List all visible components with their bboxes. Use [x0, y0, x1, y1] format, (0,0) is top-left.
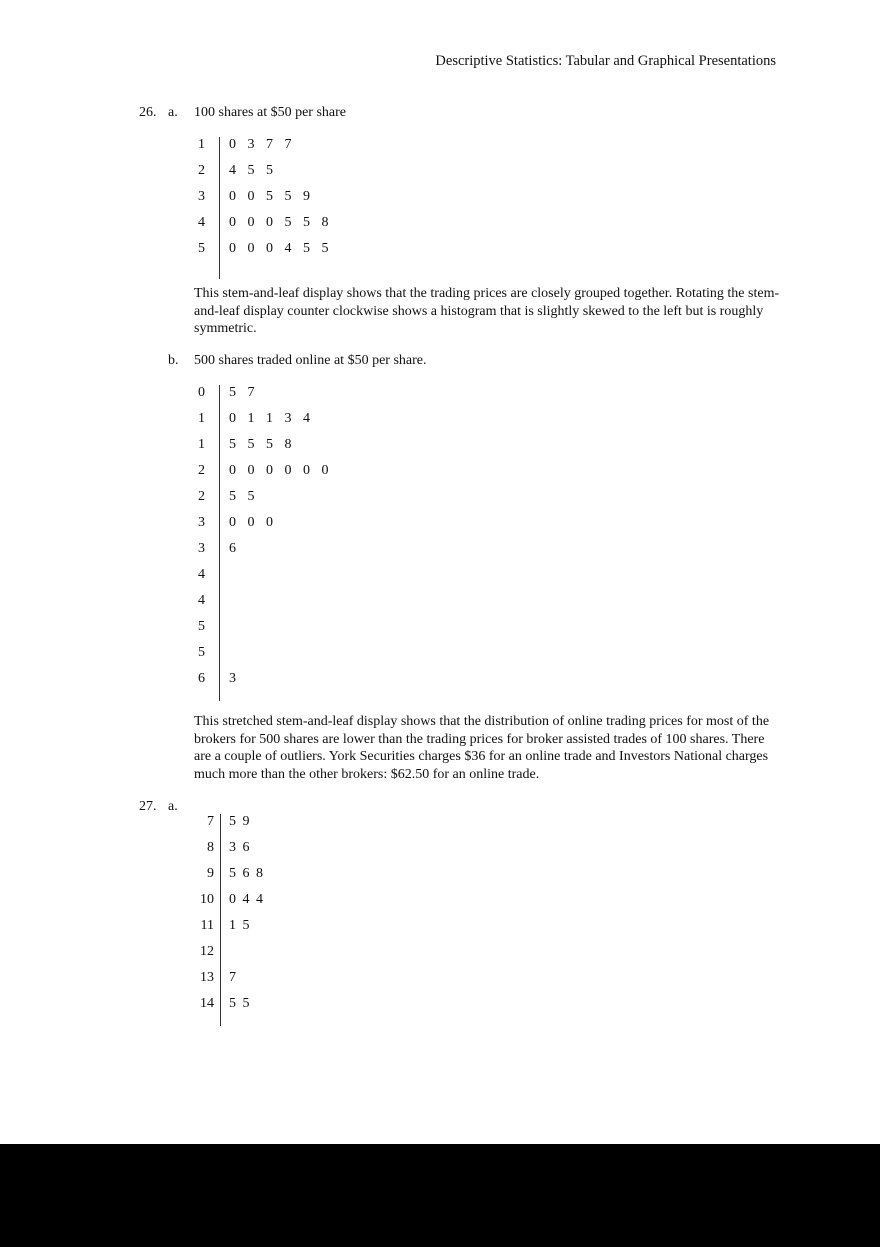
- leaf-value: 5: [303, 241, 310, 256]
- leaf-value: 9: [242, 814, 250, 829]
- leaf-value: 0: [247, 241, 255, 256]
- leaf-value: 5: [229, 866, 236, 881]
- stem-value: 3: [198, 541, 205, 556]
- running-header: Descriptive Statistics: Tabular and Graphical Presentations: [435, 53, 776, 69]
- leaf-value: 5: [266, 163, 273, 178]
- leaf-value: 8: [321, 215, 329, 230]
- leaf-value: 0: [303, 463, 310, 478]
- leaf-value: 5: [266, 437, 273, 452]
- leaf-value: 5: [266, 189, 273, 204]
- leaf-value: 7: [229, 970, 236, 985]
- stem-value: 13: [200, 970, 214, 985]
- stem-value: 9: [207, 866, 214, 881]
- leaf-value: 5: [247, 437, 255, 452]
- problem-26-number: 26.: [139, 105, 157, 120]
- leaf-value: 5: [242, 996, 250, 1011]
- stem-value: 5: [198, 241, 205, 256]
- leaf-value: 0: [266, 515, 273, 530]
- stem-value: 2: [198, 163, 205, 178]
- leaf-value: 4: [256, 892, 263, 907]
- leaf-value: 1: [229, 918, 236, 933]
- leaf-value: 9: [303, 189, 310, 204]
- leaf-value: 5: [284, 189, 292, 204]
- leaf-value: 8: [284, 437, 292, 452]
- problem-26a-explanation: This stem-and-leaf display shows that the trading prices are closely grouped together. Rotating the stem-and-leaf display counter clockwise shows a histogram that is slightly skewed to the left but is roughly symmetric.: [194, 286, 780, 336]
- leaf-value: 0: [229, 411, 236, 426]
- leaf-value: 0: [229, 463, 236, 478]
- leaf-value: 0: [229, 215, 236, 230]
- leaf-value: 0: [229, 189, 236, 204]
- stem-value: 1: [198, 411, 205, 426]
- leaf-value: 5: [229, 814, 236, 829]
- leaf-value: 5: [303, 215, 310, 230]
- stem-value: 5: [198, 619, 205, 634]
- stem-value: 1: [198, 137, 205, 152]
- leaf-value: 0: [247, 189, 255, 204]
- problem-27a-label: a.: [168, 799, 178, 814]
- leaf-value: 3: [229, 671, 236, 686]
- stem-value: 3: [198, 515, 205, 530]
- stem-value: 2: [198, 489, 205, 504]
- leaf-value: 5: [229, 489, 236, 504]
- leaf-value: 6: [242, 840, 250, 855]
- leaf-value: 0: [247, 463, 255, 478]
- black-bottom-band: [0, 1144, 880, 1247]
- stem-value: 5: [198, 645, 205, 660]
- stem-value: 4: [198, 567, 205, 582]
- stem-value: 10: [200, 892, 214, 907]
- leaf-value: 4: [284, 241, 292, 256]
- leaf-value: 5: [247, 489, 255, 504]
- leaf-value: 5: [284, 215, 292, 230]
- leaf-value: 0: [321, 463, 329, 478]
- problem-26b-title: 500 shares traded online at $50 per share.: [194, 353, 427, 368]
- leaf-value: 0: [266, 463, 273, 478]
- stem-value: 7: [207, 814, 214, 829]
- leaf-value: 7: [266, 137, 273, 152]
- leaf-value: 7: [247, 385, 255, 400]
- leaf-value: 3: [284, 411, 292, 426]
- stem-value: 14: [200, 996, 214, 1011]
- stem-leaf-divider: [219, 137, 220, 279]
- leaf-value: 7: [284, 137, 292, 152]
- leaf-value: 4: [242, 892, 250, 907]
- leaf-value: 3: [229, 840, 236, 855]
- leaf-value: 1: [247, 411, 255, 426]
- problem-26a-title: 100 shares at $50 per share: [194, 105, 347, 120]
- leaf-value: 0: [247, 515, 255, 530]
- leaf-value: 0: [266, 215, 273, 230]
- stem-value: 12: [200, 944, 214, 959]
- leaf-value: 4: [303, 411, 310, 426]
- leaf-value: 3: [247, 137, 255, 152]
- stem-value: 3: [198, 189, 205, 204]
- stem-value: 1: [198, 437, 205, 452]
- stem-value: 4: [198, 215, 205, 230]
- leaf-value: 1: [266, 411, 273, 426]
- leaf-value: 5: [229, 437, 236, 452]
- stem-value: 0: [198, 385, 205, 400]
- leaf-value: 0: [229, 137, 236, 152]
- stem-value: 6: [198, 671, 205, 686]
- leaf-value: 4: [229, 163, 236, 178]
- problem-26b-explanation: This stretched stem-and-leaf display shows that the distribution of online trading prices for most of the brokers for 500 shares are lower than the trading prices for broker assisted trades of 100 shares. There are a couple of outliers. York Securities charges $36 for an online trade and Investors National charges much more than the other brokers: $62.50 for an online trade.: [194, 714, 770, 782]
- stem-leaf-divider: [220, 814, 221, 1026]
- stem-value: 8: [207, 840, 214, 855]
- stem-value: 2: [198, 463, 205, 478]
- leaf-value: 5: [321, 241, 329, 256]
- problem-26b-label: b.: [168, 353, 179, 368]
- problem-26a-label: a.: [168, 105, 178, 120]
- leaf-value: 0: [266, 241, 273, 256]
- leaf-value: 0: [247, 215, 255, 230]
- leaf-value: 0: [229, 241, 236, 256]
- leaf-value: 0: [229, 892, 236, 907]
- leaf-value: 0: [284, 463, 292, 478]
- leaf-value: 6: [242, 866, 250, 881]
- stem-value: 4: [198, 593, 205, 608]
- leaf-value: 5: [242, 918, 250, 933]
- stem-leaf-divider: [219, 385, 220, 701]
- leaf-value: 5: [229, 385, 236, 400]
- stem-value: 11: [200, 918, 214, 933]
- leaf-value: 5: [229, 996, 236, 1011]
- leaf-value: 6: [229, 541, 236, 556]
- problem-27-number: 27.: [139, 799, 157, 814]
- leaf-value: 5: [247, 163, 255, 178]
- leaf-value: 8: [256, 866, 263, 881]
- leaf-value: 0: [229, 515, 236, 530]
